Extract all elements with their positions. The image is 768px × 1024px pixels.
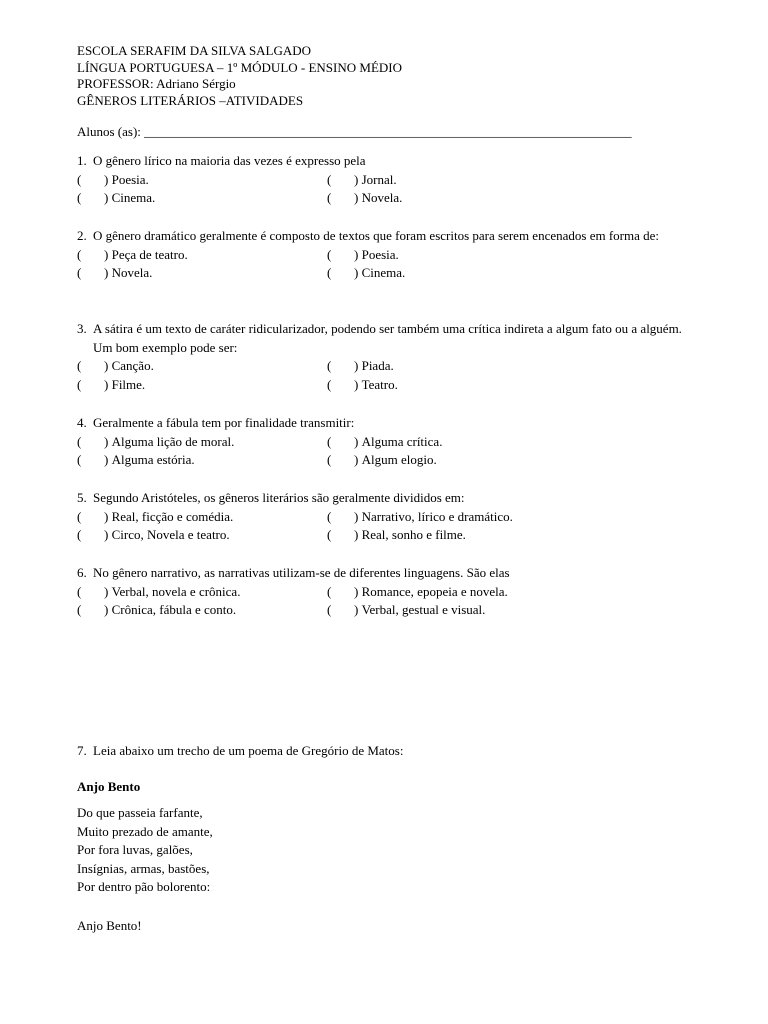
option-checkbox[interactable]: ( ) Canção. [77,357,327,376]
question-number: 2. [77,228,87,243]
option-label: Poesia. [361,246,399,262]
option-checkbox[interactable]: ( ) Novela. [77,264,327,283]
option-label: Poesia. [111,171,149,187]
option-checkbox[interactable]: ( ) Poesia. [327,246,577,265]
option-label: Novela. [111,265,153,280]
option-label: Algum elogio. [361,452,437,467]
students-name-line: Alunos (as): ___________________________________________________________________________ [77,124,632,139]
option-label: Crônica, fábula e conto. [111,602,237,617]
option-label: Piada. [361,358,394,373]
option-checkbox[interactable]: ( ) Novela. [327,189,577,208]
question-2 [77,227,695,283]
option-label: Narrativo, lírico e dramático. [361,508,513,524]
option-checkbox[interactable]: ( ) Piada. [327,357,577,376]
option-checkbox[interactable]: ( ) Cinema. [77,189,327,208]
question-text: Geralmente a fábula tem por finalidade transmitir: [93,415,355,430]
option-label: Verbal, novela e crônica. [111,583,241,599]
option-checkbox[interactable]: ( ) Romance, epopeia e novela. [327,583,577,602]
option-label: Teatro. [361,376,398,392]
poem-line: Insígnias, armas, bastões, [77,860,210,876]
option-label: Alguma lição de moral. [111,433,235,449]
option-label: Jornal. [361,171,397,187]
question-number: 3. [77,321,87,336]
option-checkbox[interactable]: ( ) Alguma crítica. [327,433,577,452]
poem-refrain: Anjo Bento! [77,918,142,933]
question-text: No gênero narrativo, as narrativas utilizam-se de diferentes linguagens. São elas [93,565,510,580]
option-label: Peça de teatro. [111,246,188,262]
question-1 [77,152,695,208]
option-label: Real, ficção e comédia. [111,508,234,524]
question-4 [77,414,695,470]
option-checkbox[interactable]: ( ) Narrativo, lírico e dramático. [327,508,577,527]
option-label: Alguma crítica. [361,433,443,449]
question-3 [77,320,695,394]
option-label: Circo, Novela e teatro. [111,527,230,542]
question-6 [77,564,695,620]
question-number: 7. [77,743,87,758]
question-text: O gênero dramático geralmente é composto de textos que foram escritos para serem encenados em forma de: [93,228,659,243]
poem-title: Anjo Bento [77,779,141,794]
option-label: Real, sonho e filme. [361,527,466,542]
poem-line: Muito prezado de amante, [77,823,213,839]
poem-line: Por fora luvas, galões, [77,842,193,857]
option-label: Canção. [111,358,154,373]
teacher-line: PROFESSOR: Adriano Sérgio [77,76,236,91]
question-7 [77,742,695,761]
school-name: ESCOLA SERAFIM DA SILVA SALGADO [77,43,312,58]
question-number: 1. [77,153,87,168]
option-checkbox[interactable]: ( ) Teatro. [327,376,577,395]
question-text: Segundo Aristóteles, os gêneros literários são geralmente divididos em: [93,490,465,505]
option-checkbox[interactable]: ( ) Real, ficção e comédia. [77,508,327,527]
option-label: Novela. [361,190,403,205]
question-text: A sátira é um texto de caráter ridicularizador, podendo ser também uma crítica indireta a algum fato ou a alguém. Um bom exemplo pode ser: [93,321,682,355]
option-checkbox[interactable]: ( ) Verbal, gestual e visual. [327,601,577,620]
option-checkbox[interactable]: ( ) Cinema. [327,264,577,283]
question-number: 5. [77,490,87,505]
question-5 [77,489,695,545]
option-checkbox[interactable]: ( ) Alguma lição de moral. [77,433,327,452]
option-label: Alguma estória. [111,452,195,467]
question-number: 4. [77,415,87,430]
poem-line: Por dentro pão bolorento: [77,879,211,894]
question-text: O gênero lírico na maioria das vezes é expresso pela [93,153,366,168]
option-checkbox[interactable]: ( ) Circo, Novela e teatro. [77,526,327,545]
option-checkbox[interactable]: ( ) Verbal, novela e crônica. [77,583,327,602]
option-label: Filme. [111,376,146,392]
poem-stanza [77,804,213,897]
option-checkbox[interactable]: ( ) Alguma estória. [77,451,327,470]
topic-line: GÊNEROS LITERÁRIOS –ATIVIDADES [77,92,304,108]
option-checkbox[interactable]: ( ) Filme. [77,376,327,395]
poem-line: Do que passeia farfante, [77,805,203,820]
option-label: Romance, epopeia e novela. [361,583,508,599]
question-text: Leia abaixo um trecho de um poema de Gregório de Matos: [93,743,404,758]
option-checkbox[interactable]: ( ) Peça de teatro. [77,246,327,265]
option-label: Cinema. [111,190,156,205]
option-checkbox[interactable]: ( ) Crônica, fábula e conto. [77,601,327,620]
option-label: Cinema. [361,265,406,280]
subject-line: LÍNGUA PORTUGUESA – 1º MÓDULO - ENSINO MÉDIO [77,59,402,75]
option-checkbox[interactable]: ( ) Jornal. [327,171,577,190]
option-checkbox[interactable]: ( ) Poesia. [77,171,327,190]
question-number: 6. [77,565,87,580]
option-checkbox[interactable]: ( ) Algum elogio. [327,451,577,470]
option-checkbox[interactable]: ( ) Real, sonho e filme. [327,526,577,545]
option-label: Verbal, gestual e visual. [361,602,486,617]
worksheet-header [77,43,402,109]
